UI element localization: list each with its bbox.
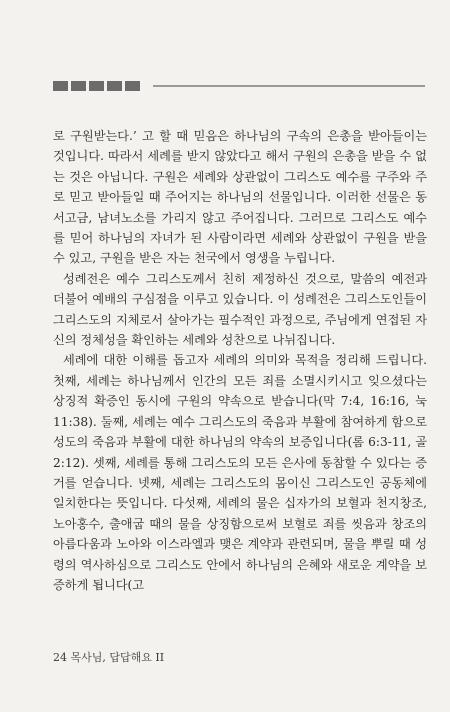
ornament-square <box>125 81 140 91</box>
chapter-header-band <box>53 81 425 91</box>
header-square-ornament <box>53 81 140 91</box>
paragraph: 성례전은 예수 그리스도께서 친히 제정하신 것으로, 말씀의 예전과 더불어 예배의 구심점을 이루고 있습니다. 이 성례전은 그리스도인들이 그리스도의 지체로서 살아가는 필수적인 과정으로, 주님에게 연접된 자신의 정체성을 확인하는 세례와 성찬으로 나뉘집니다. <box>53 271 427 348</box>
paragraph: 로 구원받는다.’ 고 할 때 믿음은 하나님의 구속의 은총을 받아들이는 것입니다. 따라서 세례를 받지 않았다고 해서 구원의 은총을 받을 수 없는 것은 아닙니다. 구원은 세례와 상관없이 그리스도 예수를 구주와 주로 믿고 받아들일 때 주어지는 하나님의 선물입니다. 이러한 선물은 동서고금, 남녀노소를 가리지 않고 주어집니다. 그러므로 그리스도 예수를 믿어 하나님의 자녀가 된 사람이라면 세례와 상관없이 구원을 받을 수 있고, 구원을 받은 자는 천국에서 영생을 누립니다. <box>53 129 427 266</box>
ornament-square <box>89 81 104 91</box>
page-footer: 24 목사님, 답답해요 II <box>53 651 165 664</box>
header-rule <box>153 85 425 87</box>
paragraph: 세례에 대한 이해를 돕고자 세례의 의미와 목적을 정리해 드립니다. 첫째, 세례는 하나님께서 인간의 모든 죄를 소멸시키시고 잊으셨다는 상징적 확증인 동시에 구원의 약속으로 받습니다(막 7:4, 16:16, 눅 11:38). 둘째, 세례는 예수 그리스도의 죽음과 부활에 참여하게 함으로 성도의 죽음과 부활에 대한 하나님의 약속의 보증입니다(롬 6:3-11, 골 2:12). 셋째, 세례를 통해 그리스도의 모든 은사에 동참할 수 있다는 증거를 얻습니다. 넷째, 세례는 그리스도의 몸이신 그리스도인 공동체에 일치한다는 뜻입니다. 다섯째, 세례의 물은 십자가의 보혈과 천지창조, 노아홍수, 출애굽 때의 물을 상징함으로써 보혈로 죄를 씻음과 창조의 아름다움과 노아와 이스라엘과 맺은 계약과 관련되며, 물을 뿌릴 때 성령의 역사하심으로 그리스도 안에서 하나님의 은혜와 새로운 계약을 보증하게 됩니다(고 <box>53 353 427 592</box>
ornament-square <box>71 81 86 91</box>
page-body-text <box>53 126 427 595</box>
ornament-square <box>53 81 68 91</box>
ornament-square <box>107 81 122 91</box>
